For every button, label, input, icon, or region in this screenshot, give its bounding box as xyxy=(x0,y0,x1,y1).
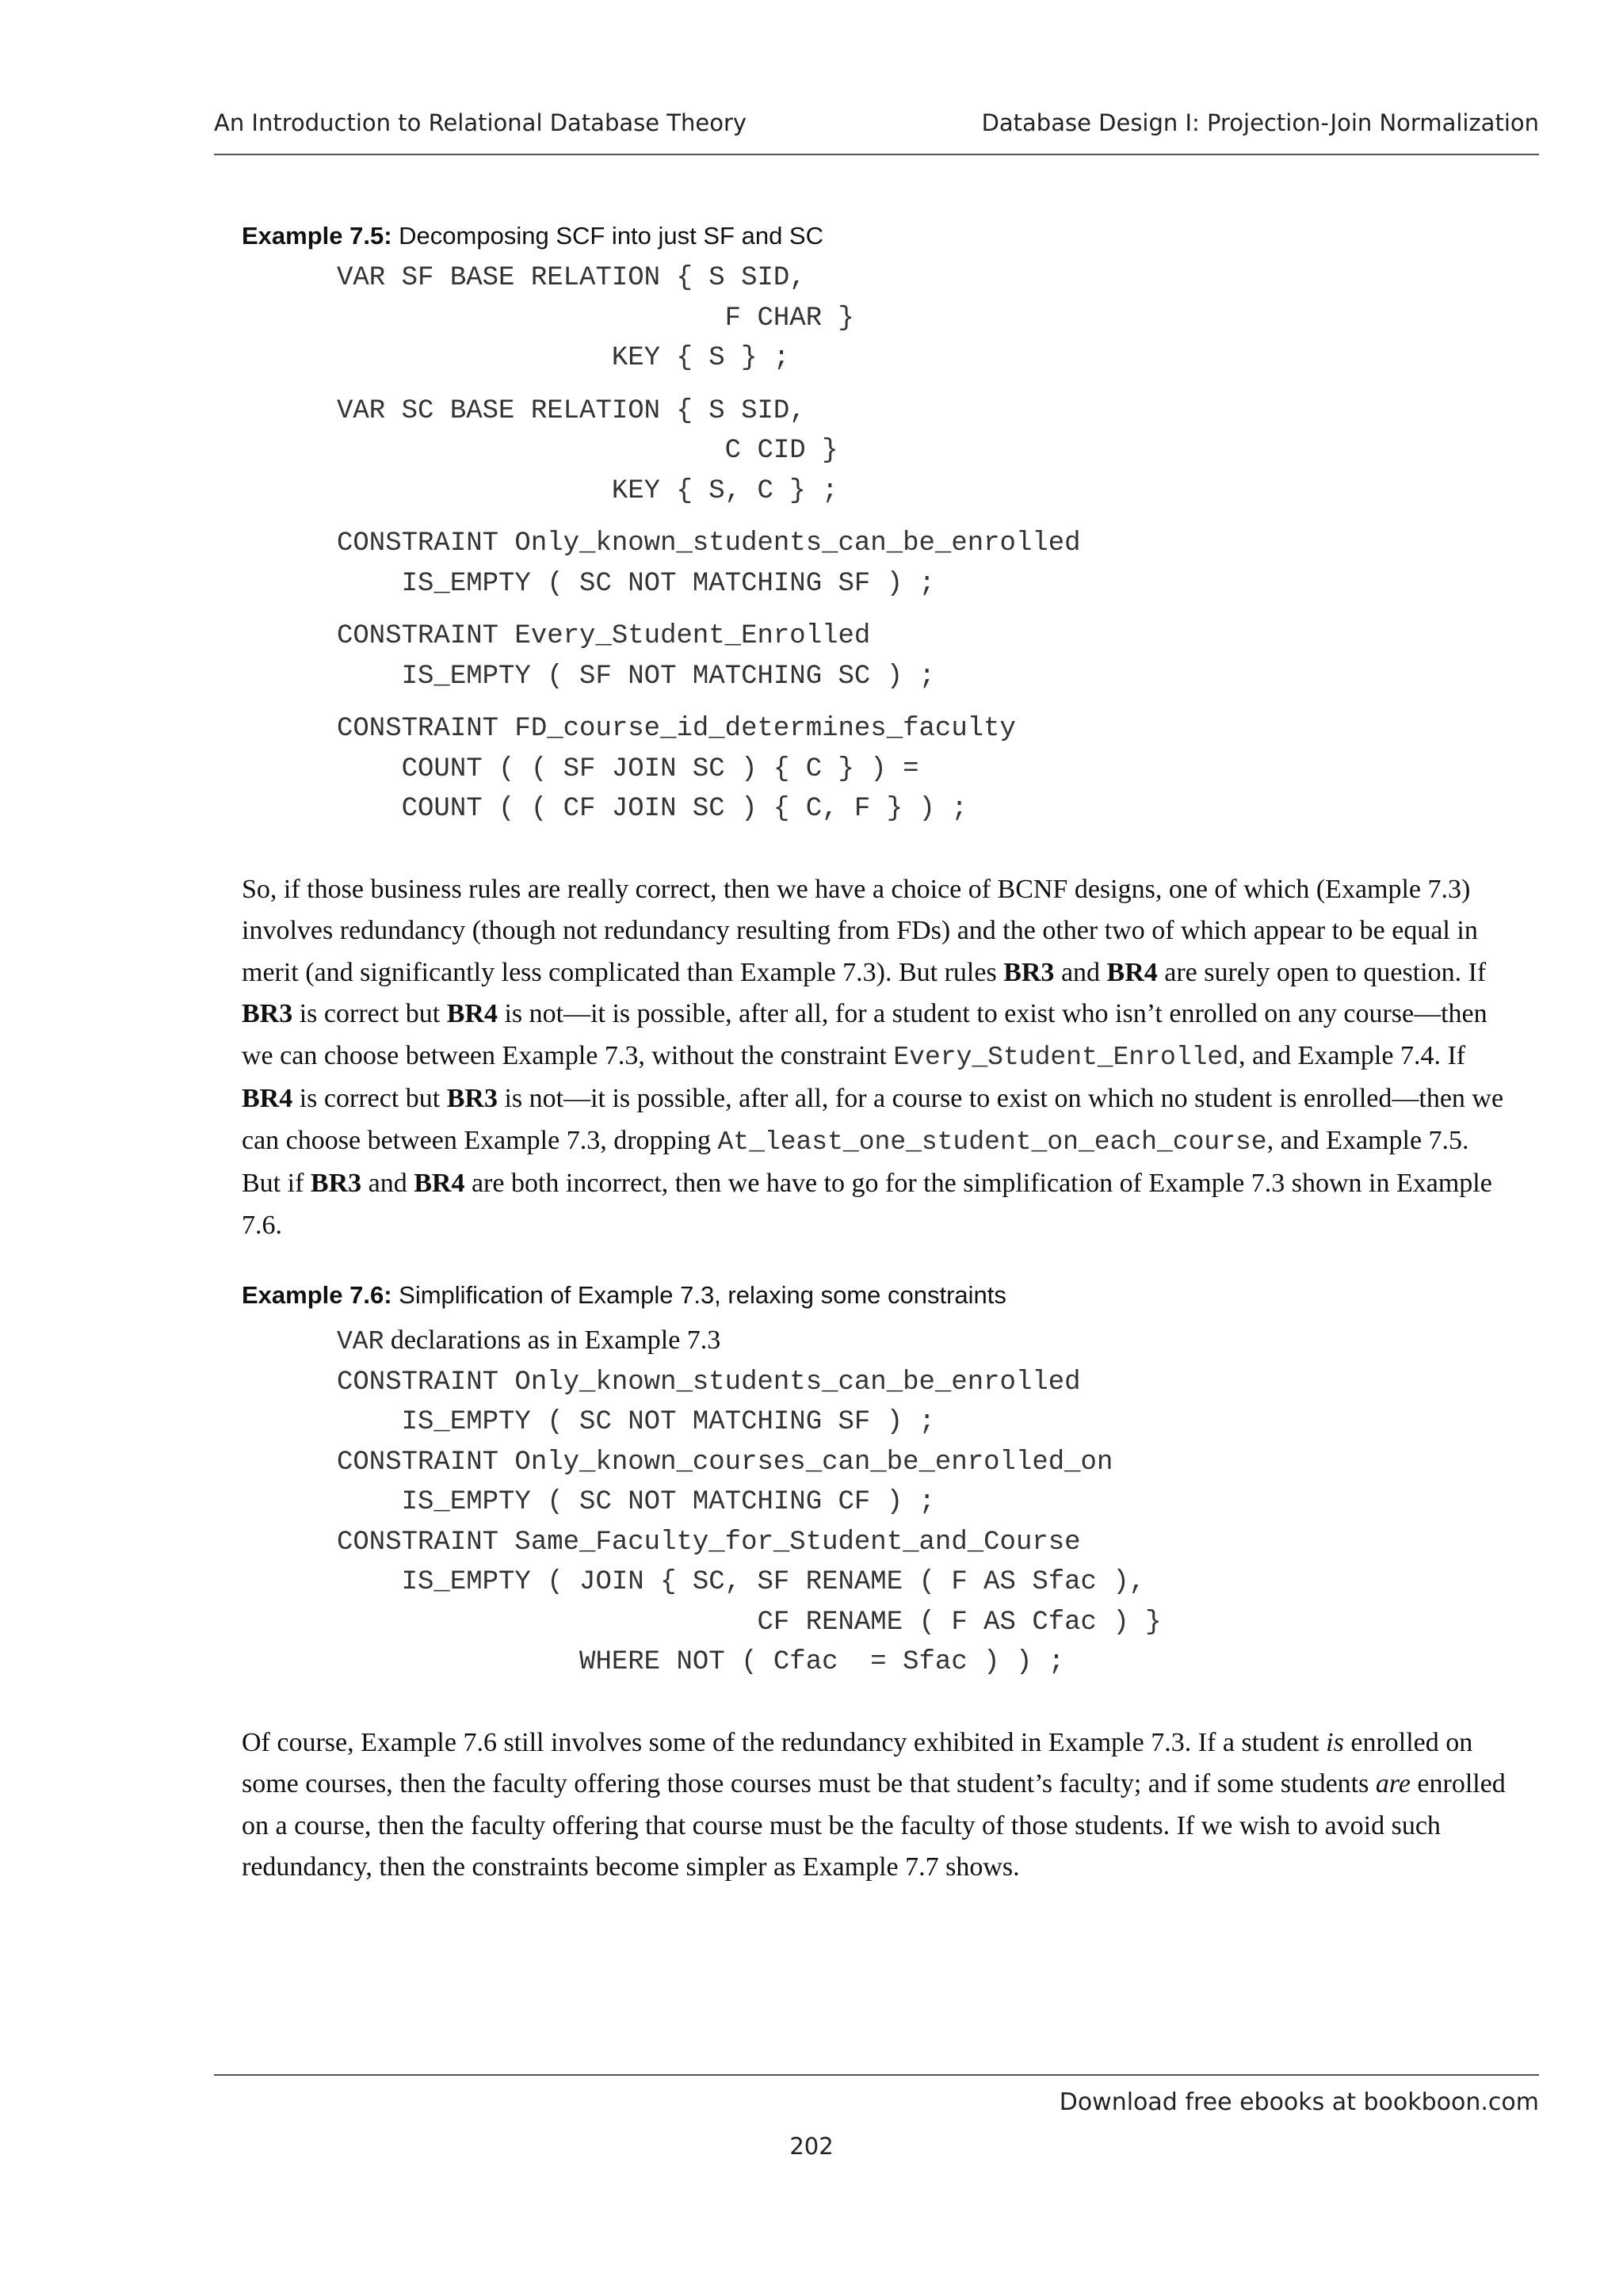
example-7-5-title: Decomposing SCF into just SF and SC xyxy=(391,222,823,250)
code-constraint-fd: CONSTRAINT FD_course_id_determines_faculty COUNT ( ( SF JOIN SC ) { C } ) = COUNT ( ( CF JOIN SC ) { C, F } ) ; xyxy=(337,714,1016,824)
inline-code: At_least_one_student_on_each_course xyxy=(717,1127,1267,1157)
rule-br3: BR3 xyxy=(446,1084,498,1113)
example-7-6-heading xyxy=(242,1280,1510,1311)
rule-br3: BR3 xyxy=(1003,957,1055,987)
footer-rule xyxy=(214,2074,1539,2076)
running-title-right: Database Design I: Projection-Join Normalization xyxy=(981,109,1539,136)
rule-br4: BR4 xyxy=(414,1169,465,1198)
var-declarations-note: VAR declarations as in Example 7.3 xyxy=(337,1325,721,1356)
paragraph-redundancy: Of course, Example 7.6 still involves some of the redundancy exhibited in Example 7.3. If a student is enrolled on some courses, then the faculty offering those courses must be that student’s faculty; and if some students are enrolled on a course, then the faculty offering that course must be the faculty of those students. If we wish to avoid such redundancy, then the constraints become simpler as Example 7.7 shows. xyxy=(242,1727,1506,1882)
inline-code: Every_Student_Enrolled xyxy=(893,1042,1239,1072)
emphasis: is xyxy=(1326,1727,1344,1757)
rule-br3: BR3 xyxy=(310,1169,362,1198)
rule-br4: BR4 xyxy=(1106,957,1158,987)
page-number: 202 xyxy=(789,2133,834,2160)
code-constraint-known-students: CONSTRAINT Only_known_students_can_be_enrolled IS_EMPTY ( SC NOT MATCHING SF ) ; xyxy=(337,528,1081,599)
code-var-sf: VAR SF BASE RELATION { S SID, F CHAR } KEY { S } ; xyxy=(337,263,854,373)
example-7-5-heading xyxy=(242,220,1510,252)
example-7-6-title: Simplification of Example 7.3, relaxing some constraints xyxy=(391,1281,1006,1309)
paragraph-business-rules: So, if those business rules are really correct, then we have a choice of BCNF designs, one of which (Example 7.3) involves redundancy (though not redundancy resulting from FDs) and the other two of which appear to be equal in merit (and significantly less complicated than Example 7.3). But rules BR3 and BR4 are surely open to question. If BR3 is correct but BR4 is not—it is possible, after all, for a student to exist who isn’t enrolled on any course—then we can choose between Example 7.3, without the constraint Every_Student_Enrolled, and Example 7.4. If BR4 is correct but BR3 is not—it is possible, after all, for a course to exist on which no student is enrolled—then we can choose between Example 7.3, dropping At_least_one_student_on_each_course, and Example 7.5. But if BR3 and BR4 are both incorrect, then we have to go for the simplification of Example 7.3 shown in Example 7.6. xyxy=(242,874,1504,1240)
emphasis: are xyxy=(1375,1769,1411,1798)
code-constraint-every-student: CONSTRAINT Every_Student_Enrolled IS_EMPTY ( SF NOT MATCHING SC ) ; xyxy=(337,621,935,692)
rule-br3: BR3 xyxy=(242,999,293,1028)
example-7-6-label: Example 7.6: xyxy=(242,1281,392,1309)
running-title-left: An Introduction to Relational Database Theory xyxy=(214,109,747,136)
example-7-5-label: Example 7.5: xyxy=(242,222,392,250)
code-var-sc: VAR SC BASE RELATION { S SID, C CID } KEY { S, C } ; xyxy=(337,395,838,506)
code-example-7-6-constraints: CONSTRAINT Only_known_students_can_be_enrolled IS_EMPTY ( SC NOT MATCHING SF ) ; CONSTRAINT Only_known_courses_can_be_enrolled_on IS_EMPTY ( SC NOT MATCHING CF ) ; CONSTRAINT Same_Faculty_for_Student_and_Course IS_EMPTY ( JOIN { SC, SF RENAME ( F AS Sfac ), CF RENAME ( F AS Cfac ) } WHERE NOT ( Cfac = Sfac ) ) ; xyxy=(337,1367,1162,1677)
rule-br4: BR4 xyxy=(446,999,498,1028)
header-rule xyxy=(214,154,1539,155)
footer-download-text: Download free ebooks at bookboon.com xyxy=(1059,2088,1539,2116)
rule-br4: BR4 xyxy=(242,1084,293,1113)
page-content xyxy=(242,220,1510,1889)
